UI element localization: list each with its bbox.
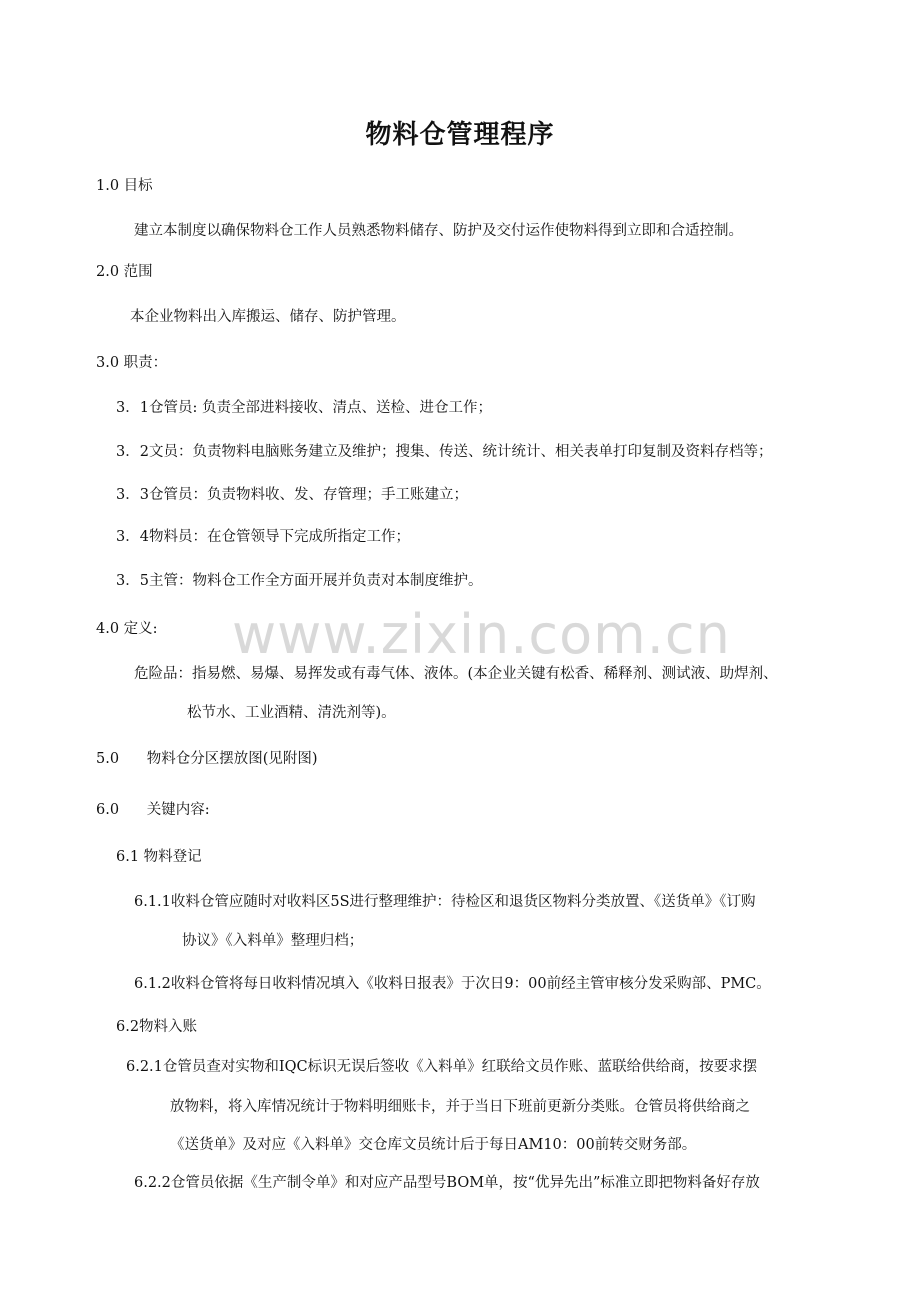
paragraph-line: 《送货单》及对应《入料单》交仓库文员统计后于每日AM10：00前转交财务部。 — [170, 1137, 697, 1153]
section-5-heading: 5.0 物料仓分区摆放图(见附图) — [96, 751, 318, 767]
section-6-heading: 6.0 关键内容: — [96, 802, 210, 818]
section-4-heading: 4.0 定义: — [96, 621, 158, 637]
paragraph-line: 松节水、工业酒精、清洗剂等)。 — [187, 705, 396, 721]
subsection-heading: 6.1 物料登记 — [116, 849, 202, 865]
section-3-heading: 3.0 职责： — [96, 355, 168, 371]
paragraph-line: 6.2.1仓管员查对实物和IQC标识无误后签收《入料单》红联给文员作账、蓝联给供给商，按要求摆 — [126, 1059, 758, 1075]
paragraph-line: 建立本制度以确保物料仓工作人员熟悉物料储存、防护及交付运作使物料得到立即和合适控制。 — [134, 223, 743, 239]
section-2-heading: 2.0 范围 — [96, 264, 153, 280]
list-item: 3．3仓管员：负责物料收、发、存管理；手工账建立； — [116, 487, 468, 503]
list-item: 3．1仓管员: 负责全部进料接收、清点、送检、进仓工作； — [116, 400, 492, 416]
paragraph-line: 6.1.1收料仓管应随时对收料区5S进行整理维护：待检区和退货区物料分类放置、《送货单》《订购 — [134, 894, 756, 910]
paragraph-line: 6.2.2仓管员依据《生产制令单》和对应产品型号BOM单，按“优异先出”标准立即把物料备好存放 — [134, 1175, 760, 1191]
watermark: www.zixin.com.cn — [232, 603, 731, 666]
paragraph-line: 本企业物料出入库搬运、储存、防护管理。 — [130, 309, 406, 325]
list-item: 3．4物料员：在仓管领导下完成所指定工作； — [116, 529, 410, 545]
subsection-heading: 6.2物料入账 — [116, 1019, 198, 1035]
page-title: 物料仓管理程序 — [365, 120, 555, 150]
paragraph-line: 协议》《入料单》整理归档； — [182, 933, 364, 949]
section-1-heading: 1.0 目标 — [96, 178, 153, 194]
paragraph-line: 6.1.2收料仓管将每日收料情况填入《收料日报表》于次日9：00前经主管审核分发采购部、PMC。 — [134, 976, 771, 992]
list-item: 3．2文员：负责物料电脑账务建立及维护；搜集、传送、统计统计、相关表单打印复制及资料存档等； — [116, 444, 773, 460]
list-item: 3．5主管：物料仓工作全方面开展并负责对本制度维护。 — [116, 573, 483, 589]
paragraph-line: 危险品：指易燃、易爆、易挥发或有毒气体、液体。(本企业关键有松香、稀释剂、测试液、助焊剂、 — [134, 666, 778, 682]
paragraph-line: 放物料，将入库情况统计于物料明细账卡，并于当日下班前更新分类账。仓管员将供给商之 — [170, 1099, 750, 1115]
